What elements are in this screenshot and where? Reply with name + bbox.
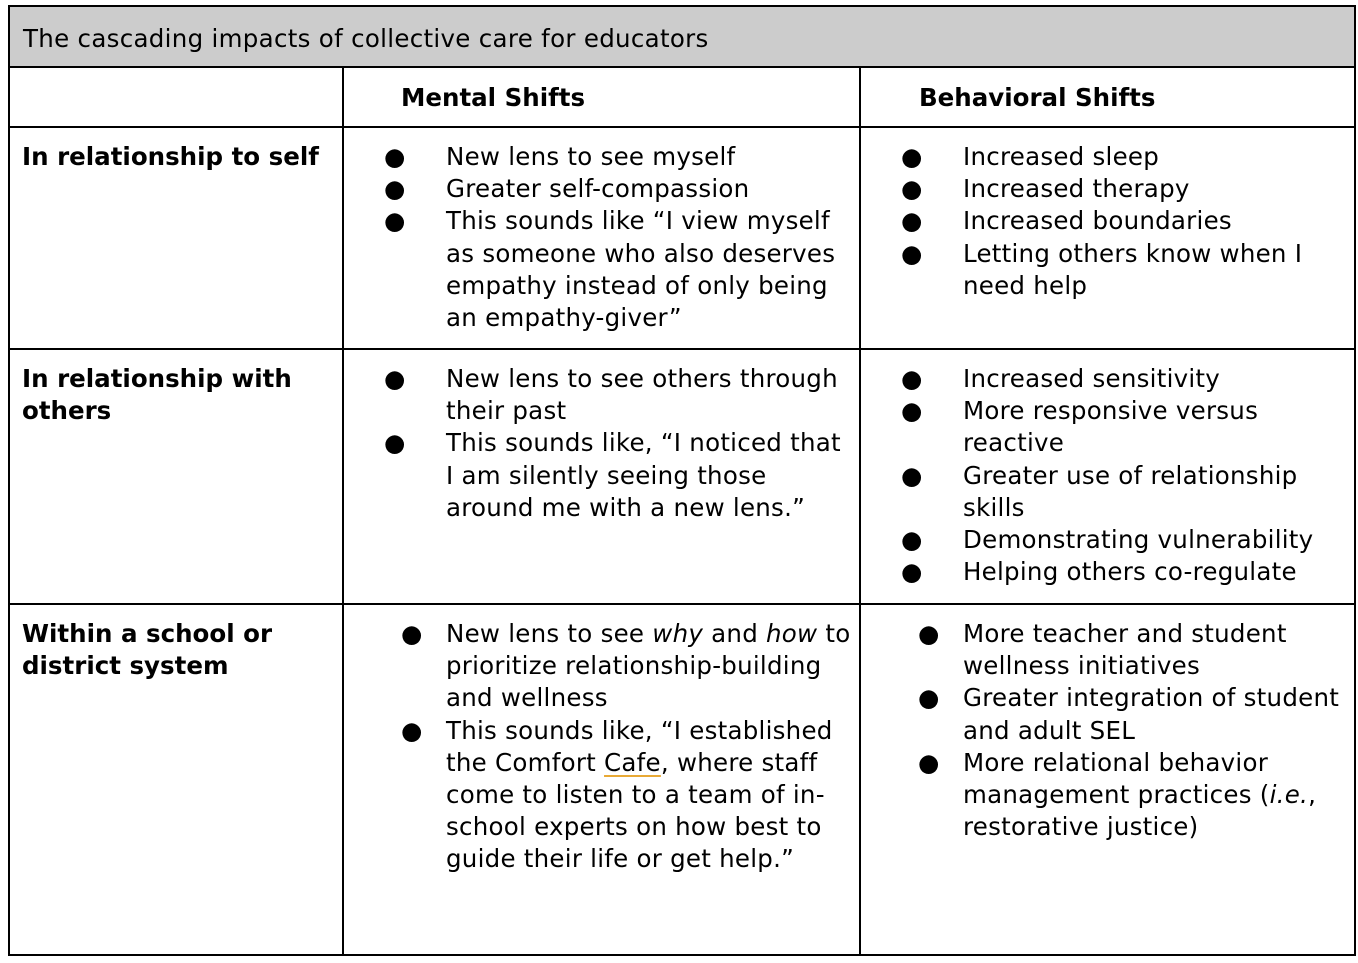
list-item: ● This sounds like, “I established the Comfort Cafe, where staff come to listen to a team of in-school experts on how best to guide their life or get help.” [401,715,833,874]
bullet-icon: ● [384,206,406,236]
list-item: ● New lens to see others through their past [384,364,838,426]
table-row [9,604,1355,955]
bullet-icon: ● [901,557,923,587]
header-corner [9,67,343,127]
cell-behavioral-system [860,604,1355,955]
impacts-table [8,5,1356,956]
row-label-others: In relationship with others [9,349,343,604]
bullet-icon: ● [918,747,940,777]
bullet-icon: ● [384,142,406,171]
bullet-icon: ● [918,683,940,713]
bullet-icon: ● [384,428,406,458]
header-mental-shifts: Mental Shifts [343,67,860,127]
list-item: ● This sounds like, “I noticed that I am silently seeing those around me with a new lens.” [384,428,841,522]
cell-behavioral-others [860,349,1355,604]
list-item: ● Increased therapy [861,173,1354,205]
bullet-list [861,141,1354,302]
title-row [9,6,1355,67]
cell-mental-self [343,127,860,349]
list-item: ● New lens to see why and how to prioritize relationship-building and wellness [401,619,851,713]
bullet-icon: ● [901,238,923,268]
cell-mental-system [343,604,860,955]
row-label-system: Within a school or district system [9,604,343,955]
bullet-icon: ● [901,174,923,204]
header-row [9,67,1355,127]
bullet-icon: ● [901,460,923,490]
bullet-icon: ● [401,715,423,745]
list-item: ● This sounds like “I view myself as someone who also deserves empathy instead of only being an empathy-giver” [384,206,836,333]
bullet-icon: ● [901,142,923,171]
bullet-list [861,363,1354,588]
bullet-icon: ● [901,396,923,426]
list-item: ● Demonstrating vulnerability [861,524,1354,556]
list-item: ● Greater use of relationship skills [901,460,1298,522]
list-item: ● Increased boundaries [861,205,1354,237]
list-item: ● More teacher and student wellness initiatives [918,619,1287,681]
bullet-icon: ● [901,525,923,555]
list-item: ● Greater integration of student and adult SEL [918,683,1340,745]
bullet-icon: ● [384,364,406,393]
bullet-icon: ● [901,364,923,393]
list-item: ● Greater self-compassion [344,173,859,205]
spellcheck-word[interactable]: Cafe [604,747,661,777]
bullet-icon: ● [918,619,940,648]
header-behavioral-shifts: Behavioral Shifts [860,67,1355,127]
list-item: ● Increased sleep [861,141,1354,173]
bullet-icon: ● [901,206,923,236]
bullet-list [344,618,859,876]
table-row [9,349,1355,604]
bullet-icon: ● [384,174,406,204]
list-item: ● New lens to see myself [344,141,859,173]
bullet-icon: ● [401,619,423,648]
list-item: ● More relational behavior management practices (i.e., restorative justice) [918,747,1317,842]
bullet-list [344,363,859,524]
cell-mental-others [343,349,860,604]
list-item: ● More responsive versus reactive [901,396,1259,458]
bullet-list [344,141,859,334]
table-row [9,127,1355,349]
bullet-list [861,618,1354,843]
list-item: ● Increased sensitivity [861,363,1354,395]
list-item: ● Letting others know when I need help [901,238,1303,300]
row-label-self: In relationship to self [9,127,343,349]
table-title: The cascading impacts of collective care for educators [9,6,1355,67]
cell-behavioral-self [860,127,1355,349]
list-item: ● Helping others co-regulate [861,556,1354,588]
